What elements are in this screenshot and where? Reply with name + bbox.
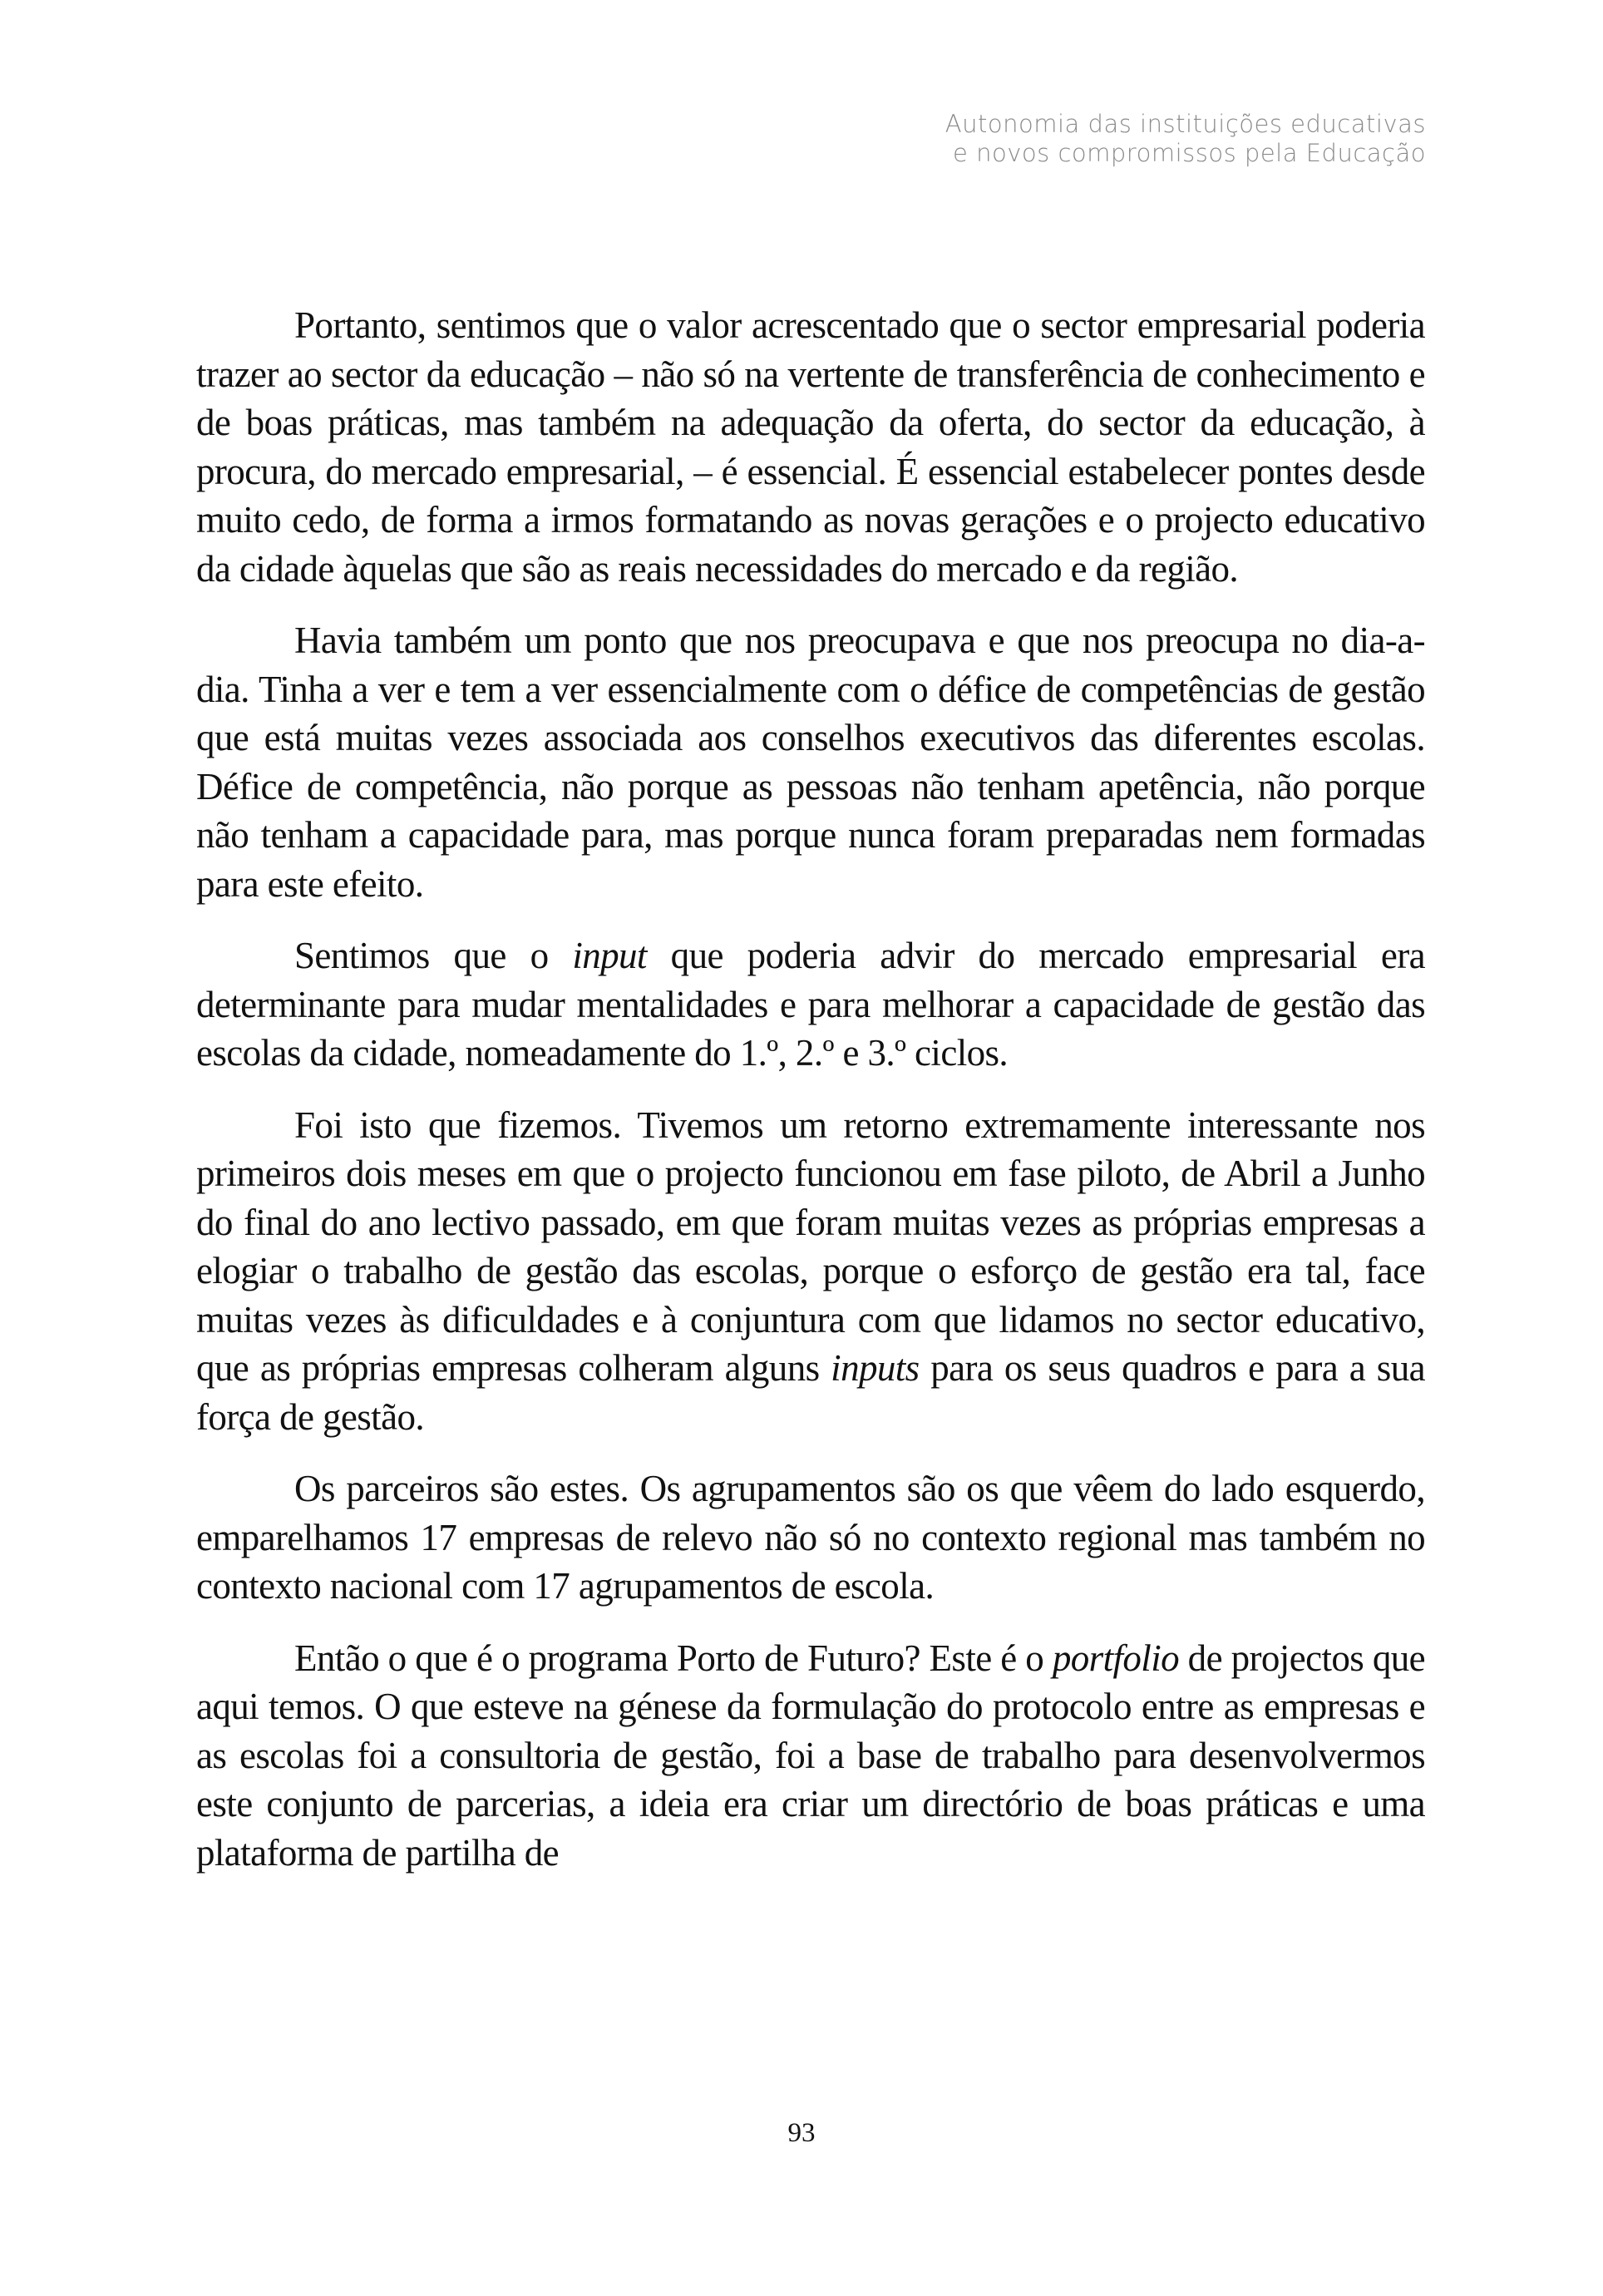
- paragraph-6: [196, 1634, 1425, 1878]
- paragraph-text: que poderia advir do mercado empresarial era determinante para mudar mentalidades e para melhorar a capacidade de gestão das escolas da cidade, nomeadamente do 1.º, 2.º e 3.º ciclos.: [196, 935, 1425, 1074]
- italic-term: portfolio: [1052, 1637, 1179, 1679]
- paragraph-text: Então o que é o programa Porto de Futuro? Este é o: [294, 1637, 1053, 1679]
- paragraph-text: Os parceiros são estes. Os agrupamentos são os que vêem do lado esquerdo, emparelhamos 17 empresas de relevo não só no contexto regional mas também no contexto nacional com 17 agrupamentos de escola.: [196, 1468, 1425, 1607]
- body-text: [196, 301, 1425, 1900]
- paragraph-5: [196, 1464, 1425, 1611]
- running-head: [945, 110, 1426, 168]
- paragraph-1: [196, 301, 1425, 593]
- paragraph-2: [196, 616, 1425, 908]
- italic-term: input: [572, 935, 647, 976]
- paragraph-3: [196, 931, 1425, 1078]
- paragraph-text: Foi isto que fizemos. Tivemos um retorno extremamente interessante nos primeiros dois meses em que o projecto funcionou em fase piloto, de Abril a Junho do final do ano lectivo passado, em que foram muitas vezes as próprias empresas a elogiar o trabalho de gestão das escolas, porque o esforço de gestão era tal, face muitas vezes às dificuldades e à conjuntura com que lidamos no sector educativo, que as próprias empresas colheram alguns: [196, 1104, 1425, 1389]
- paragraph-text: de projectos que aqui temos. O que esteve na génese da formulação do protocolo entre as empresas e as escolas foi a consultoria de gestão, foi a base de trabalho para desenvolvermos este conjunto de parcerias, a ideia era criar um directório de boas práticas e uma plataforma de partilha de: [196, 1637, 1425, 1874]
- paragraph-text: Sentimos que o: [294, 935, 573, 976]
- running-head-line-2: e novos compromissos pela Educação: [953, 139, 1426, 167]
- running-head-line-1: Autonomia das instituições educativas: [945, 110, 1426, 138]
- paragraph-4: [196, 1101, 1425, 1442]
- italic-term: inputs: [831, 1347, 920, 1389]
- page-number: 93: [787, 2118, 816, 2148]
- paragraph-text: para os seus quadros e para a sua força de gestão.: [196, 1347, 1425, 1438]
- paragraph-text: Portanto, sentimos que o valor acrescentado que o sector empresarial poderia trazer ao sector da educação – não só na vertente de transferência de conhecimento e de boas práticas, mas também na adequação da oferta, do sector da educação, à procura, do mercado empresarial, – é essencial. É essencial estabelecer pontes desde muito cedo, de forma a irmos formatando as novas gerações e o projecto educativo da cidade àquelas que são as reais necessidades do mercado e da região.: [196, 304, 1425, 590]
- paragraph-text: Havia também um ponto que nos preocupava e que nos preocupa no dia-a-dia. Tinha a ver e tem a ver essencialmente com o défice de competências de gestão que está muitas vezes associada aos conselhos executivos das diferentes escolas. Défice de competência, não porque as pessoas não tenham apetência, não porque não tenham a capacidade para, mas porque nunca foram preparadas nem formadas para este efeito.: [196, 620, 1425, 905]
